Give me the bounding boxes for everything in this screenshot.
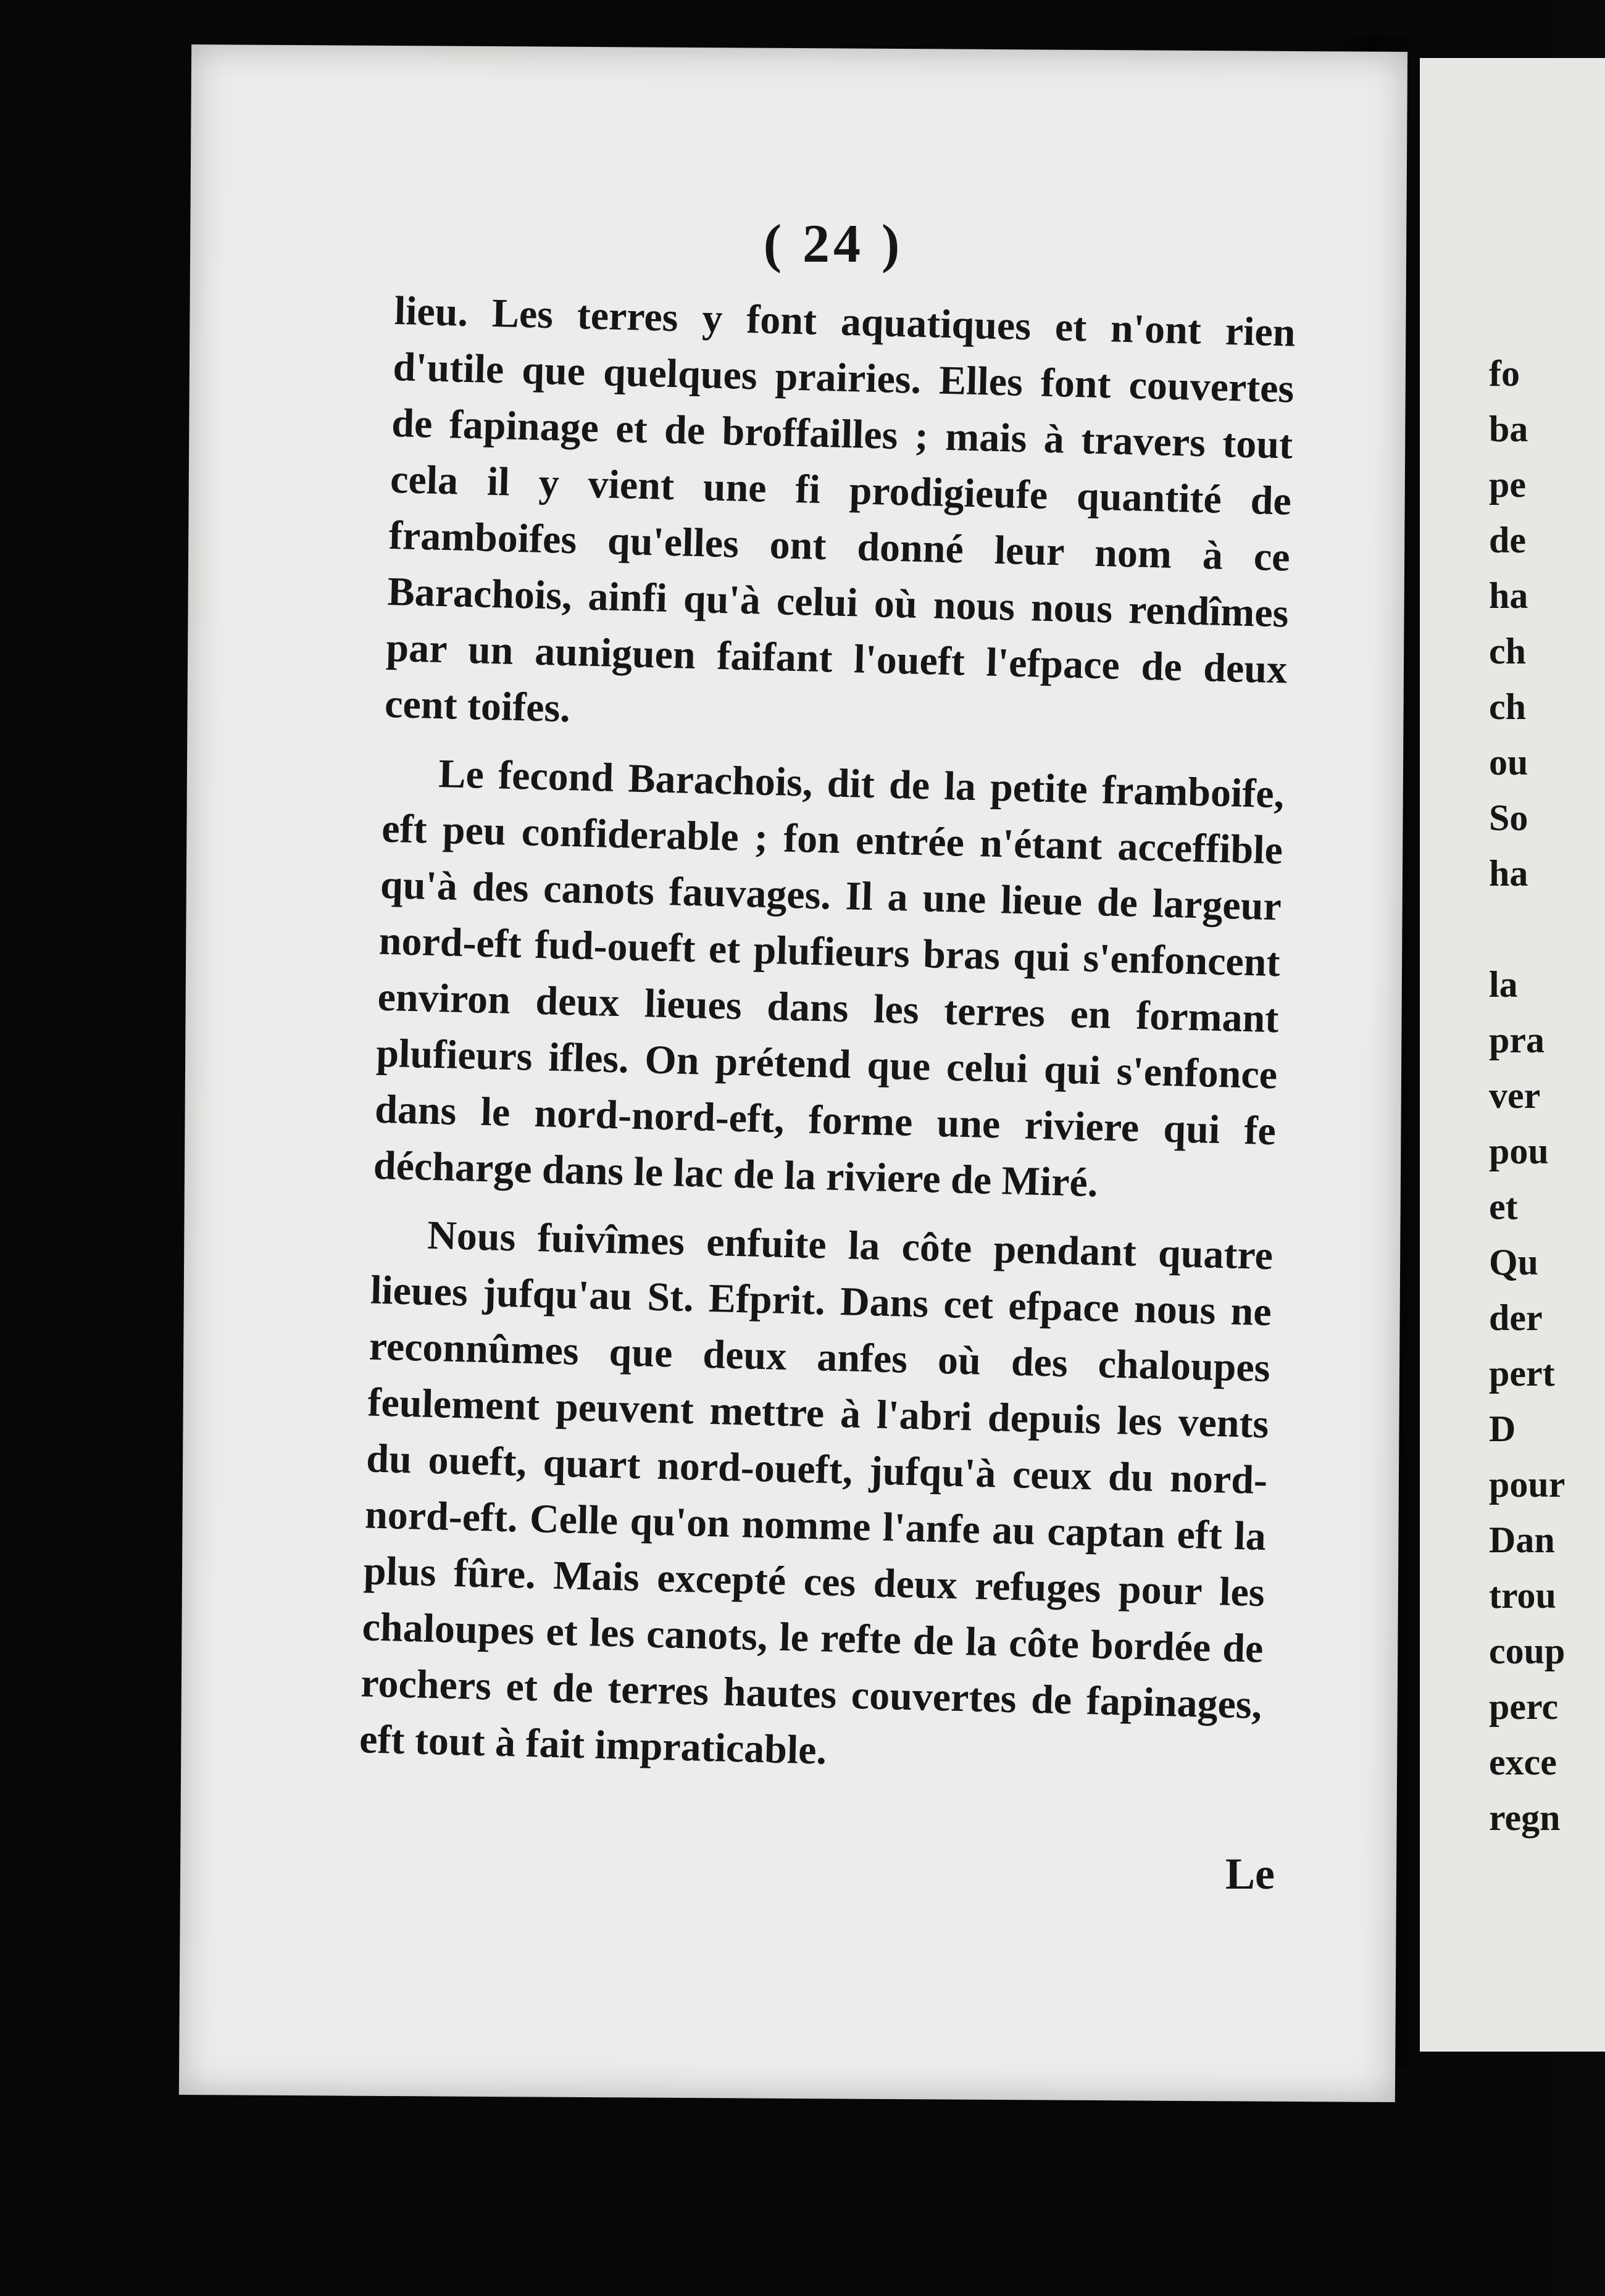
facing-page-line: ba [1489, 409, 1528, 449]
facing-page-line: et [1489, 1186, 1518, 1227]
catchword: Le [1225, 1849, 1275, 1899]
facing-page-line: ch [1489, 686, 1526, 727]
facing-page-line: exce [1489, 1742, 1557, 1782]
facing-page-line: regn [1489, 1797, 1561, 1838]
facing-page-line: fo [1489, 353, 1520, 394]
facing-page-line: ha [1489, 575, 1528, 616]
paragraph-2: Le fecond Barachois, dit de la petite framboife, eft peu confiderable ; fon entrée n'étant acceffible qu'à des canots fauvages. Il a une lieue de largeur nord-eft fud-oueft et plufieurs bras qui s'enfoncent environ deux lieues dans les terres en formant plufieurs ifles. On prétend que celui qui s'enfonce dans le nord-nord-eft, forme une riviere qui fe décharge dans le lac de la riviere de Miré. [373, 751, 1285, 1206]
page-body-text [359, 283, 1296, 1802]
facing-page-line: la [1489, 964, 1518, 1005]
facing-page-line: pou [1489, 1131, 1549, 1171]
page-number-header: ( 24 ) [763, 214, 904, 274]
facing-page-line: Qu [1489, 1242, 1539, 1283]
facing-page-line: Dan [1489, 1520, 1555, 1560]
facing-page-line: ch [1489, 631, 1526, 672]
facing-page-line: trou [1489, 1575, 1556, 1616]
facing-page-line: pe [1489, 464, 1526, 505]
facing-page-line: ver [1489, 1075, 1541, 1116]
facing-page-line: pour [1489, 1464, 1565, 1505]
paragraph-3: Nous fuivîmes enfuite la côte pendant quatre lieues jufqu'au St. Efprit. Dans cet efpace nous ne reconnûmes que deux anfes où des chaloupes feulement peuvent mettre à l'abri depuis les vents du oueft, quart nord-oueft, jufqu'à ceux du nord-nord-eft. Celle qu'on nomme l'anfe au captan eft la plus fûre. Mais excepté ces deux refuges pour les chaloupes et les canots, le refte de la côte bordée de rochers et de terres hautes couvertes de fapinages, eft tout à fait impraticable. [359, 1212, 1274, 1773]
facing-page-line: der [1489, 1297, 1543, 1338]
facing-page-line: pert [1489, 1353, 1555, 1394]
facing-page-line [1489, 901, 1563, 957]
facing-page-line: ou [1489, 742, 1528, 783]
facing-page-line: ha [1489, 853, 1528, 894]
facing-page-line: perc [1489, 1686, 1559, 1727]
facing-page-line: So [1489, 797, 1528, 838]
facing-page-line: pra [1489, 1020, 1545, 1060]
paragraph-1: lieu. Les terres y font aquatiques et n'ont rien d'utile que quelques prairies. Elles font couvertes de fapinage et de broffailles ; mais à travers tout cela il y vient une fi prodigieufe quantité de framboifes qu'elles ont donné leur nom à ce Barachois, ainfi qu'à celui où nous nous rendîmes par un auniguen faifant l'oueft l'efpace de deux cent toifes. [384, 288, 1296, 731]
facing-page-line: de [1489, 520, 1526, 560]
facing-page-line: D [1489, 1408, 1516, 1449]
facing-page-text-fragments [1489, 346, 1563, 1845]
facing-page-line: coup [1489, 1631, 1565, 1671]
